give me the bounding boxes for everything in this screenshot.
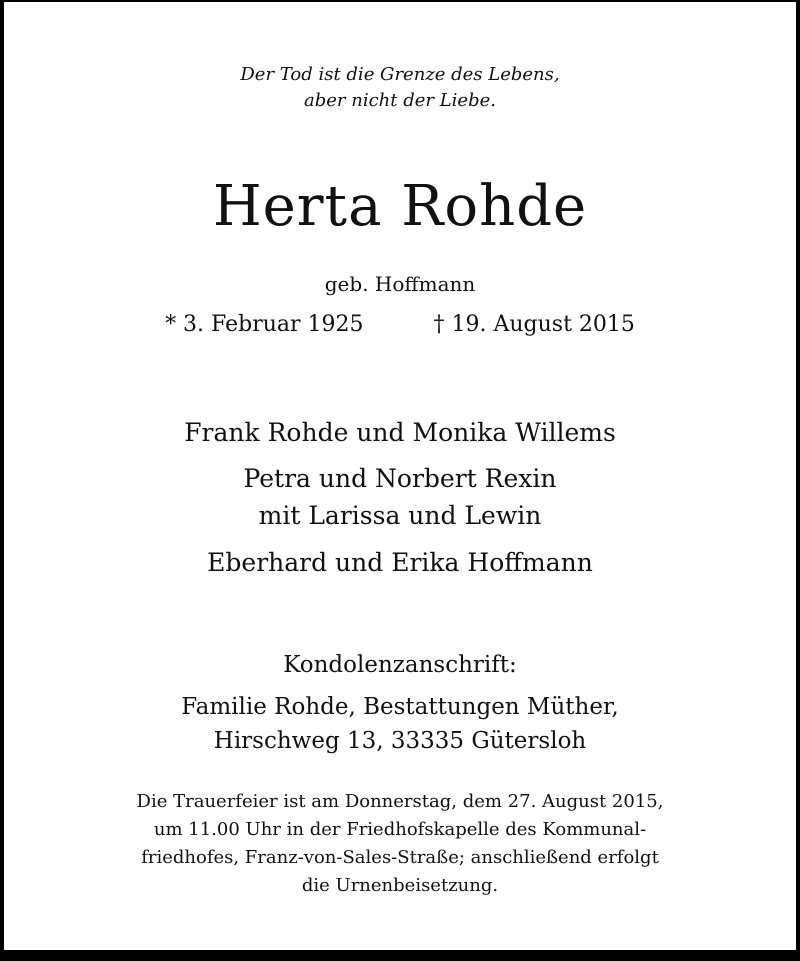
condolence-address: Familie Rohde, Bestattungen Müther, bbox=[181, 694, 619, 720]
birth-name: geb. Hoffmann bbox=[324, 272, 476, 296]
birth-date: * 3. Februar 1925 bbox=[165, 312, 364, 337]
quote-line: Der Tod ist die Grenze des Lebens, bbox=[240, 64, 560, 85]
ceremony-line: um 11.00 Uhr in der Friedhofskapelle des Kommunal- bbox=[153, 819, 647, 840]
mourner-line: mit Larissa und Lewin bbox=[258, 501, 542, 530]
mourner-line: Eberhard und Erika Hoffmann bbox=[207, 548, 593, 577]
ceremony-line: die Urnenbeisetzung. bbox=[301, 875, 499, 896]
deceased-name: Herta Rohde bbox=[212, 174, 588, 239]
quote-line: aber nicht der Liebe. bbox=[304, 90, 496, 111]
death-date: † 19. August 2015 bbox=[433, 312, 635, 337]
obituary-notice bbox=[4, 2, 796, 950]
life-dates bbox=[4, 312, 796, 337]
mourner-line: Frank Rohde und Monika Willems bbox=[184, 418, 616, 447]
condolence-address: Hirschweg 13, 33335 Gütersloh bbox=[213, 728, 587, 754]
mourner-line: Petra und Norbert Rexin bbox=[243, 464, 557, 493]
ceremony-line: friedhofes, Franz-von-Sales-Straße; anschließend erfolgt bbox=[141, 847, 659, 868]
ceremony-line: Die Trauerfeier ist am Donnerstag, dem 27. August 2015, bbox=[136, 791, 664, 812]
condolence-heading: Kondolenzanschrift: bbox=[283, 652, 517, 678]
